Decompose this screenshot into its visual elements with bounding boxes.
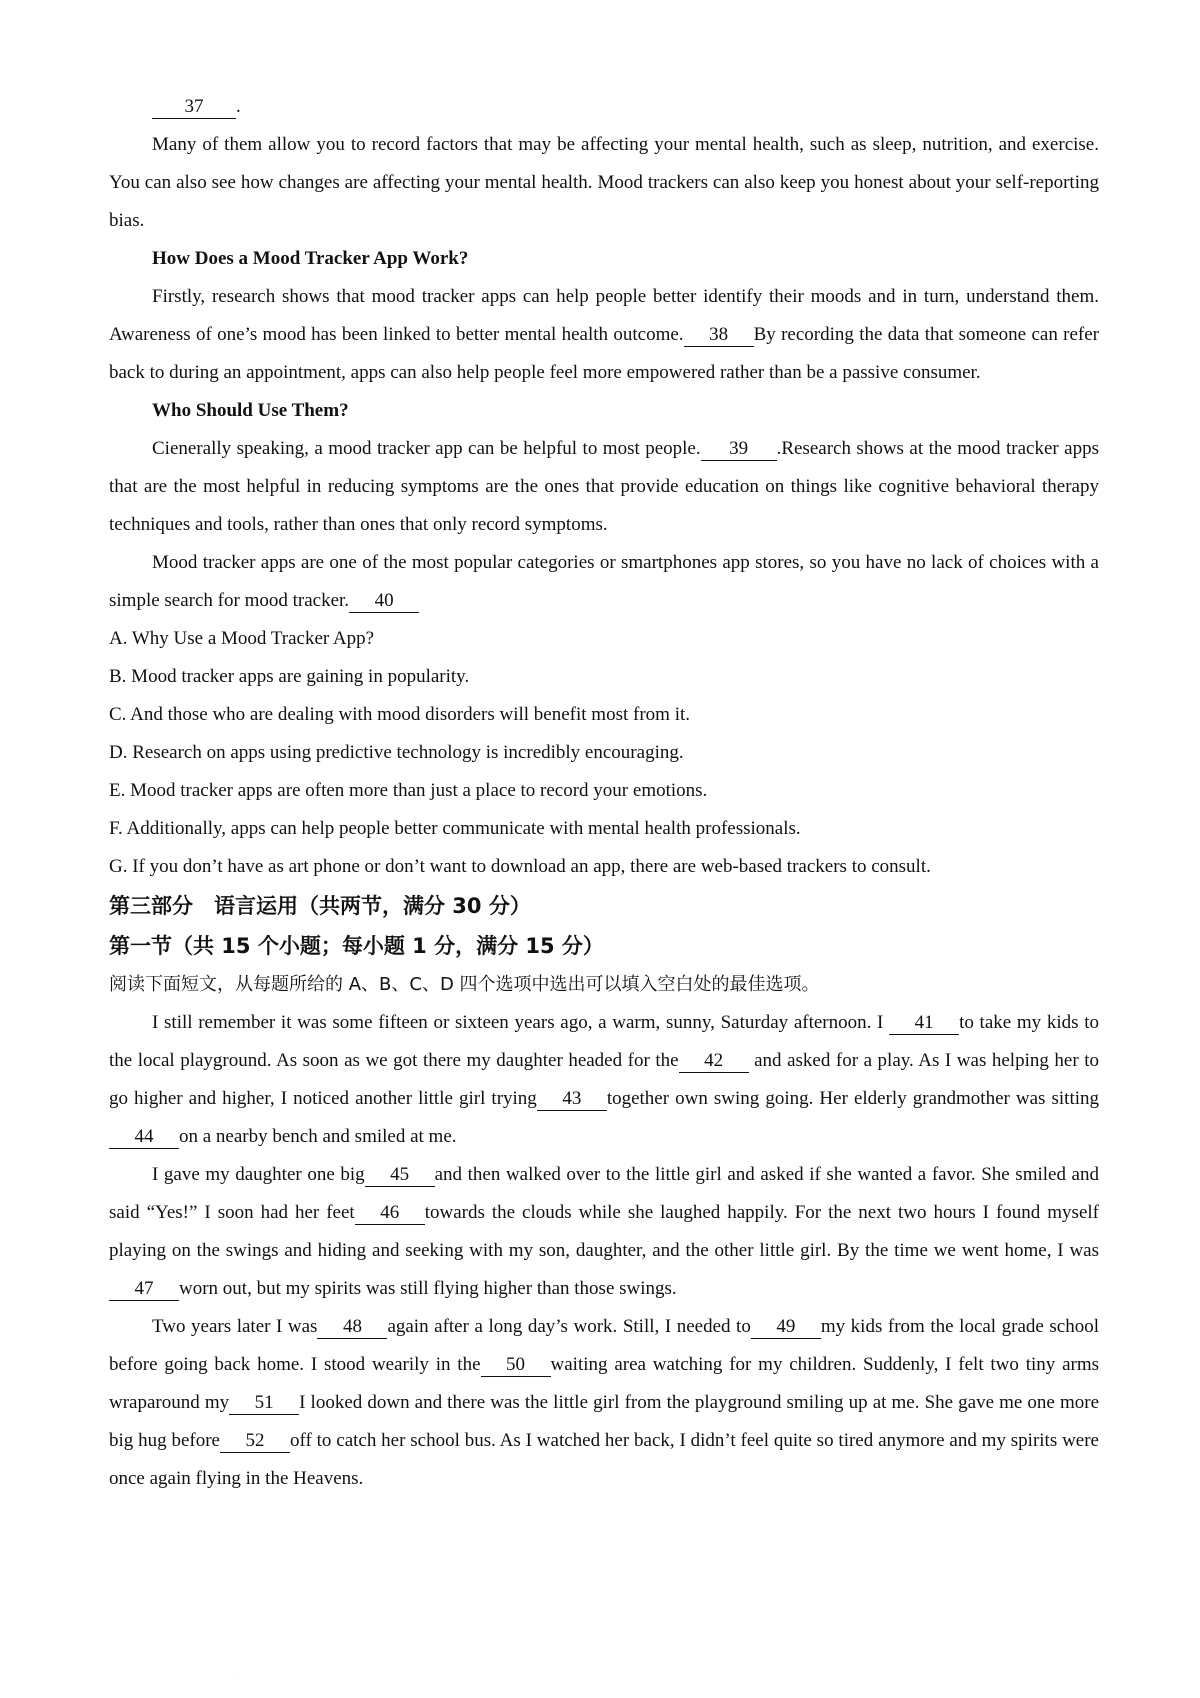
option-c: C. And those who are dealing with mood disorders will benefit most from it. xyxy=(109,704,691,725)
blank-40: 40 xyxy=(349,590,419,613)
section-subtitle: 第一节（共 15 个小题；每小题 1 分，满分 15 分） xyxy=(109,934,604,958)
option-e: E. Mood tracker apps are often more than just a place to record your emotions. xyxy=(109,780,708,801)
blank-38: 38 xyxy=(684,324,754,347)
section-heading-who-should-use: Who Should Use Them? xyxy=(152,400,349,421)
options-list xyxy=(109,620,1099,886)
section-title: 第三部分 语言运用（共两节，满分 30 分） xyxy=(109,894,531,918)
blank-41: 41 xyxy=(889,1012,959,1035)
passage-paragraph-2: Firstly, research shows that mood tracker apps can help people better identify their moods and in turn, understand them. Awareness of one’s mood has been linked to better mental health outcome. 38 By recording the data that someone can refer back to during an appointment, apps can also help people feel more empowered rather than be a passive consumer. xyxy=(109,286,1099,383)
section-heading-how-it-works: How Does a Mood Tracker App Work? xyxy=(152,248,469,269)
cloze-paragraph-1: I still remember it was some fifteen or sixteen years ago, a warm, sunny, Saturday afternoon. I 41 to take my kids to the local playground. As soon as we got there my daughter headed for the 42 and asked for a play. As I was helping her to go higher and higher, I noticed another little girl trying 43 together own swing going. Her elderly grandmother was sitting44 on a nearby bench and smiled at me. xyxy=(109,1012,1100,1147)
passage-fragment-37: 37 . xyxy=(109,88,1099,126)
section-instruction: 阅读下面短文，从每题所给的 A、B、C、D 四个选项中选出可以填入空白处的最佳选项。 xyxy=(109,974,820,995)
blank-39: 39 xyxy=(701,438,777,461)
blank-47: 47 xyxy=(109,1278,179,1301)
blank-46: 46 xyxy=(355,1202,425,1225)
option-f: F. Additionally, apps can help people better communicate with mental health professionals. xyxy=(109,818,801,839)
cloze-paragraph-3: Two years later I was 48 again after a long day’s work. Still, I needed to 49 my kids from the local grade school before going back home. I stood wearily in the 50 waiting area watching for my children. Suddenly, I felt two tiny arms wraparound my 51 I looked down and there was the little girl from the playground smiling up at me. She gave me one more big hug before 52 off to catch her school bus. As I watched her back, I didn’t feel quite so tired anymore and my spirits were once again flying in the Heavens. xyxy=(109,1316,1099,1489)
blank-45: 45 xyxy=(365,1164,435,1187)
blank-37: 37 xyxy=(152,96,236,119)
passage-paragraph-1: Many of them allow you to record factors that may be affecting your mental health, such as sleep, nutrition, and exercise. You can also see how changes are affecting your mental health. Mood trackers can also keep you honest about your self-reporting bias. xyxy=(109,134,1099,231)
blank-52: 52 xyxy=(220,1430,290,1453)
blank-49: 49 xyxy=(751,1316,821,1339)
blank-51: 51 xyxy=(229,1392,299,1415)
blank-43: 43 xyxy=(537,1088,607,1111)
blank-48: 48 xyxy=(317,1316,387,1339)
blank-50: 50 xyxy=(481,1354,551,1377)
passage-paragraph-3: Cienerally speaking, a mood tracker app can be helpful to most people. 39 .Research shows at the mood tracker apps that are the most helpful in reducing symptoms are the ones that provide education on things like cognitive behavioral therapy techniques and tools, rather than ones that only record symptoms. xyxy=(109,438,1099,535)
cloze-paragraph-2: I gave my daughter one big 45 and then walked over to the little girl and asked if she wanted a favor. She smiled and said “Yes!” I soon had her feet 46 towards the clouds while she laughed happily. For the next two hours I found myself playing on the swings and hiding and seeking with my son, daughter, and the other little girl. By the time we went home, I was47 worn out, but my spirits was still flying higher than those swings. xyxy=(109,1164,1099,1299)
blank-44: 44 xyxy=(109,1126,179,1149)
option-g: G. If you don’t have as art phone or don’t want to download an app, there are web-based trackers to consult. xyxy=(109,856,931,877)
option-d: D. Research on apps using predictive technology is incredibly encouraging. xyxy=(109,742,684,763)
option-a: A. Why Use a Mood Tracker App? xyxy=(109,628,375,649)
document-body xyxy=(109,88,1099,1498)
option-b: B. Mood tracker apps are gaining in popularity. xyxy=(109,666,470,687)
passage-paragraph-4: Mood tracker apps are one of the most popular categories or smartphones app stores, so you have no lack of choices with a simple search for mood tracker. 40 xyxy=(109,552,1099,611)
scan-speck: · xyxy=(237,1676,239,1682)
blank-42: 42 xyxy=(679,1050,749,1073)
